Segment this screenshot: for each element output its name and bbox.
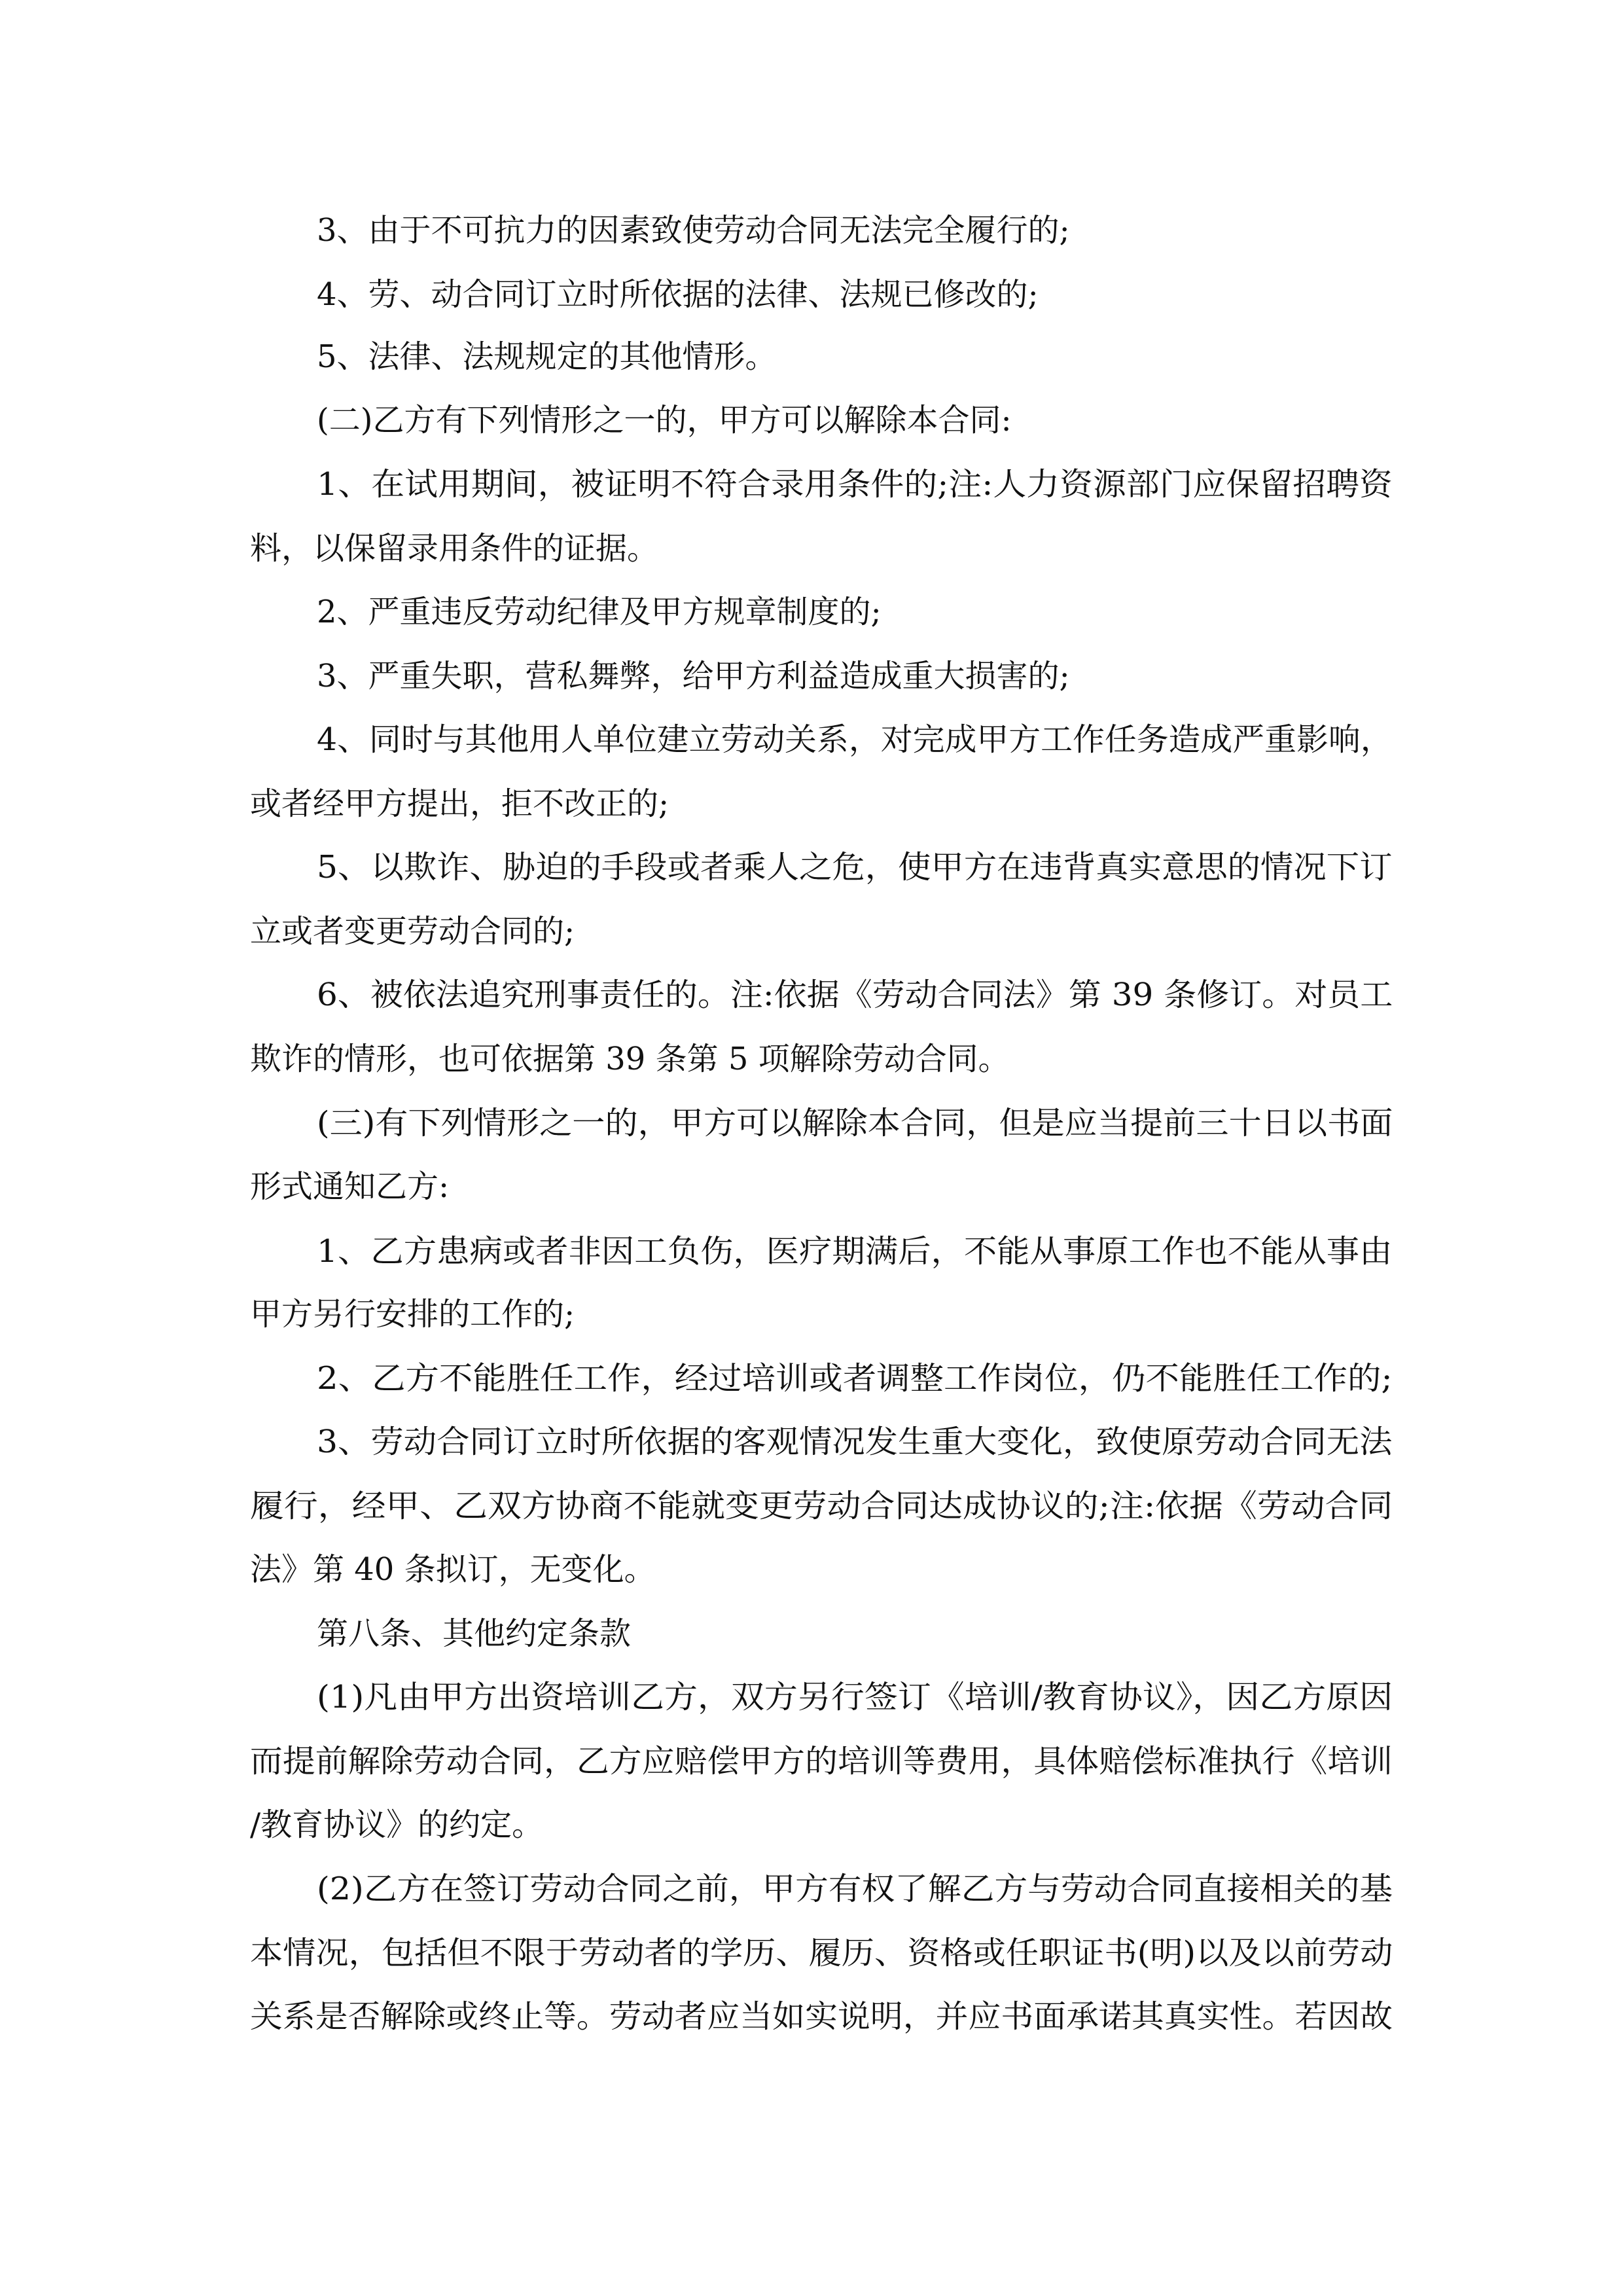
text-line-7: 2、严重违反劳动纪律及甲方规章制度的; — [317, 594, 882, 630]
text-line-5: 1、在试用期间，被证明不符合录用条件的;注:人力资源部门应保留招聘资 — [317, 466, 1393, 503]
text-line-28: 本情况，包括但不限于劳动者的学历、履历、资格或任职证书(明)以及以前劳动 — [250, 1935, 1393, 1971]
text-line-27: (2)乙方在签订劳动合同之前，甲方有权了解乙方与劳动合同直接相关的基 — [317, 1871, 1393, 1907]
text-line-2: 4、劳、动合同订立时所依据的法律、法规已修改的; — [317, 276, 1039, 313]
text-line-14: 欺诈的情形，也可依据第 39 条第 5 项解除劳动合同。 — [250, 1041, 1010, 1077]
text-line-26: /教育协议》的约定。 — [250, 1806, 544, 1843]
text-line-17: 1、乙方患病或者非因工负伤，医疗期满后，不能从事原工作也不能从事由 — [317, 1233, 1393, 1270]
text-line-9: 4、同时与其他用人单位建立劳动关系，对完成甲方工作任务造成严重影响， — [317, 721, 1393, 758]
text-line-12: 立或者变更劳动合同的; — [250, 913, 575, 950]
text-line-21: 履行，经甲、乙双方协商不能就变更劳动合同达成协议的;注:依据《劳动合同 — [250, 1488, 1393, 1524]
text-line-1: 3、由于不可抗力的因素致使劳动合同无法完全履行的; — [317, 212, 1070, 249]
text-line-6: 料，以保留录用条件的证据。 — [250, 530, 659, 567]
text-line-23: 第八条、其他约定条款 — [317, 1615, 632, 1652]
text-line-4: (二)乙方有下列情形之一的，甲方可以解除本合同: — [317, 402, 1012, 439]
text-line-16: 形式通知乙方: — [250, 1168, 450, 1205]
text-line-19: 2、乙方不能胜任工作，经过培训或者调整工作岗位，仍不能胜任工作的; — [317, 1360, 1393, 1397]
text-line-25: 而提前解除劳动合同，乙方应赔偿甲方的培训等费用，具体赔偿标准执行《培训 — [250, 1743, 1393, 1780]
text-line-3: 5、法律、法规规定的其他情形。 — [317, 338, 777, 375]
text-line-24: (1)凡由甲方出资培训乙方，双方另行签订《培训/教育协议》，因乙方原因 — [317, 1679, 1393, 1715]
text-line-20: 3、劳动合同订立时所依据的客观情况发生重大变化，致使原劳动合同无法 — [317, 1424, 1393, 1460]
text-line-22: 法》第 40 条拟订，无变化。 — [250, 1551, 656, 1588]
text-line-29: 关系是否解除或终止等。劳动者应当如实说明，并应书面承诺其真实性。若因故 — [250, 1998, 1393, 2035]
text-line-10: 或者经甲方提出，拒不改正的; — [250, 785, 669, 822]
text-line-18: 甲方另行安排的工作的; — [250, 1296, 575, 1333]
text-line-11: 5、以欺诈、胁迫的手段或者乘人之危，使甲方在违背真实意思的情况下订 — [317, 849, 1393, 886]
text-line-13: 6、被依法追究刑事责任的。注:依据《劳动合同法》第 39 条修订。对员工 — [317, 977, 1393, 1013]
text-line-8: 3、严重失职，营私舞弊，给甲方利益造成重大损害的; — [317, 658, 1070, 694]
text-line-15: (三)有下列情形之一的，甲方可以解除本合同，但是应当提前三十日以书面 — [317, 1105, 1393, 1141]
